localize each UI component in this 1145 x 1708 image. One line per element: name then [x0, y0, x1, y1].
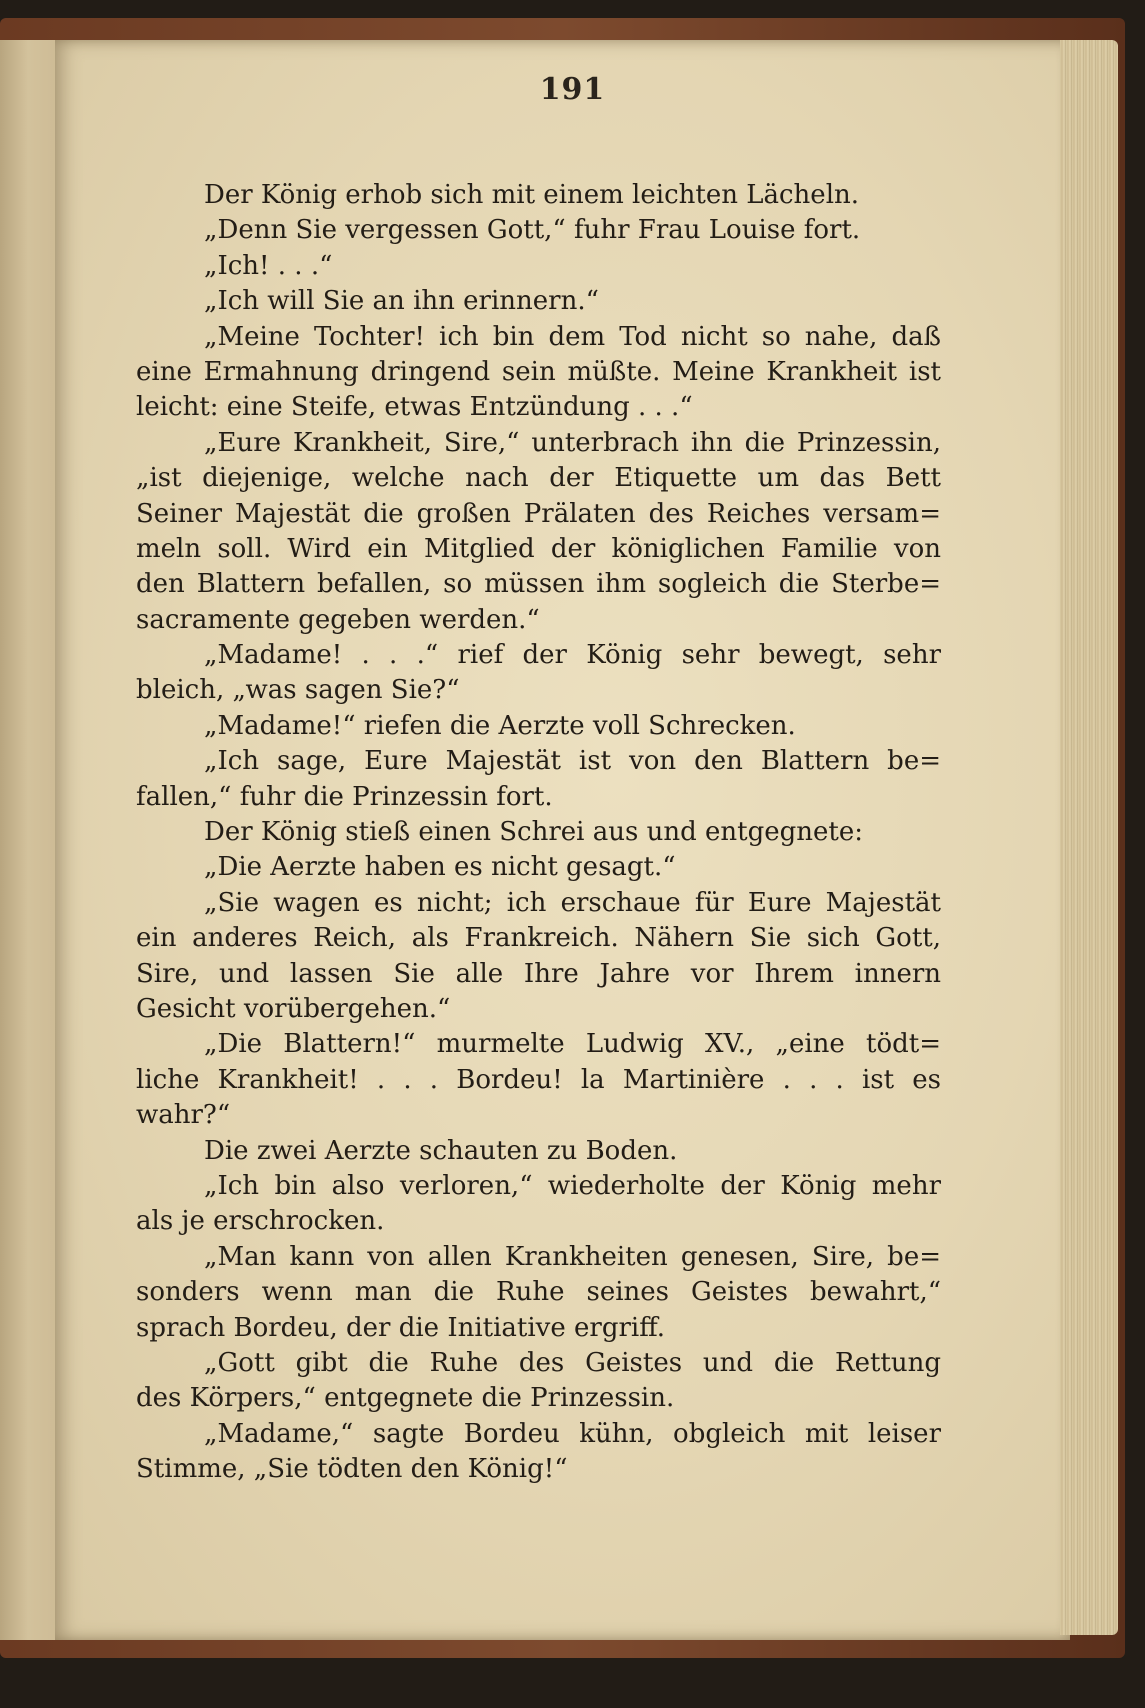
text-line: „Madame!“ riefen die Aerzte voll Schrecken. — [204, 710, 796, 741]
text-line: eine Ermahnung dringend sein müßte. Meine Krankheit ist — [136, 356, 941, 387]
text-line: „Meine Tochter! ich bin dem Tod nicht so nahe, daß — [204, 321, 941, 352]
text-line: des Körpers,“ entgegnete die Prinzessin. — [136, 1383, 675, 1414]
text-line: sacramente gegeben werden.“ — [136, 604, 540, 635]
text-line: „Man kann von allen Krankheiten genesen, Sire, be= — [204, 1241, 941, 1272]
text-line: „Eure Krankheit, Sire,“ unterbrach ihn die Prinzessin, — [204, 427, 941, 458]
text-line: meln soll. Wird ein Mitglied der königlichen Familie von — [136, 533, 941, 564]
text-line: als je erschrocken. — [136, 1206, 385, 1237]
text-line: Gesicht vorübergehen.“ — [136, 993, 451, 1024]
text-line: „Madame! . . .“ rief der König sehr bewegt, sehr — [204, 640, 941, 671]
text-line: sonders wenn man die Ruhe seines Geistes bewahrt,“ — [136, 1277, 941, 1308]
text-line: wahr?“ — [136, 1100, 231, 1131]
page-edges — [1060, 40, 1118, 1635]
text-line: Die zwei Aerzte schauten zu Boden. — [204, 1135, 678, 1166]
text-line: „Ich will Sie an ihn erinnern.“ — [204, 286, 599, 317]
text-line: Der König stieß einen Schrei aus und entgegnete: — [204, 817, 863, 848]
text-line: fallen,“ fuhr die Prinzessin fort. — [136, 781, 553, 812]
text-line: liche Krankheit! . . . Bordeu! la Martinière . . . ist es — [136, 1064, 941, 1095]
text-line: sprach Bordeu, der die Initiative ergriff. — [136, 1312, 666, 1343]
text-line: „Ich sage, Eure Majestät ist von den Blattern be= — [204, 746, 941, 777]
text-line: Der König erhob sich mit einem leichten Lächeln. — [204, 180, 860, 210]
text-line: „Gott gibt die Ruhe des Geistes und die Rettung — [204, 1347, 941, 1378]
text-line: den Blattern befallen, so müssen ihm sogleich die Sterbe= — [136, 569, 941, 600]
text-line: „Ich! . . .“ — [204, 250, 333, 281]
text-line: Stimme, „Sie tödten den König!“ — [136, 1454, 568, 1485]
text-line: ein anderes Reich, als Frankreich. Nähern Sie sich Gott, — [136, 923, 941, 954]
text-block — [136, 178, 941, 1487]
text-line: „Die Aerzte haben es nicht gesagt.“ — [204, 852, 676, 883]
text-line: Seiner Majestät die großen Prälaten des Reiches versam= — [136, 498, 941, 529]
text-line: „Ich bin also verloren,“ wiederholte der König mehr — [204, 1170, 941, 1201]
text-line: leicht: eine Steife, etwas Entzündung . . .“ — [136, 392, 693, 423]
page-number: 191 — [539, 72, 606, 107]
text-line: „Denn Sie vergessen Gott,“ fuhr Frau Louise fort. — [204, 215, 861, 246]
text-line: „Die Blattern!“ murmelte Ludwig XV., „eine tödt= — [204, 1029, 941, 1060]
text-line: „ist diejenige, welche nach der Etiquette um das Bett — [136, 463, 941, 494]
text-line: Sire, und lassen Sie alle Ihre Jahre vor Ihrem innern — [136, 958, 941, 989]
text-line: „Sie wagen es nicht; ich erschaue für Eure Majestät — [204, 887, 941, 918]
text-line: bleich, „was sagen Sie?“ — [136, 675, 460, 706]
text-line: „Madame,“ sagte Bordeu kühn, obgleich mit leiser — [204, 1418, 941, 1449]
